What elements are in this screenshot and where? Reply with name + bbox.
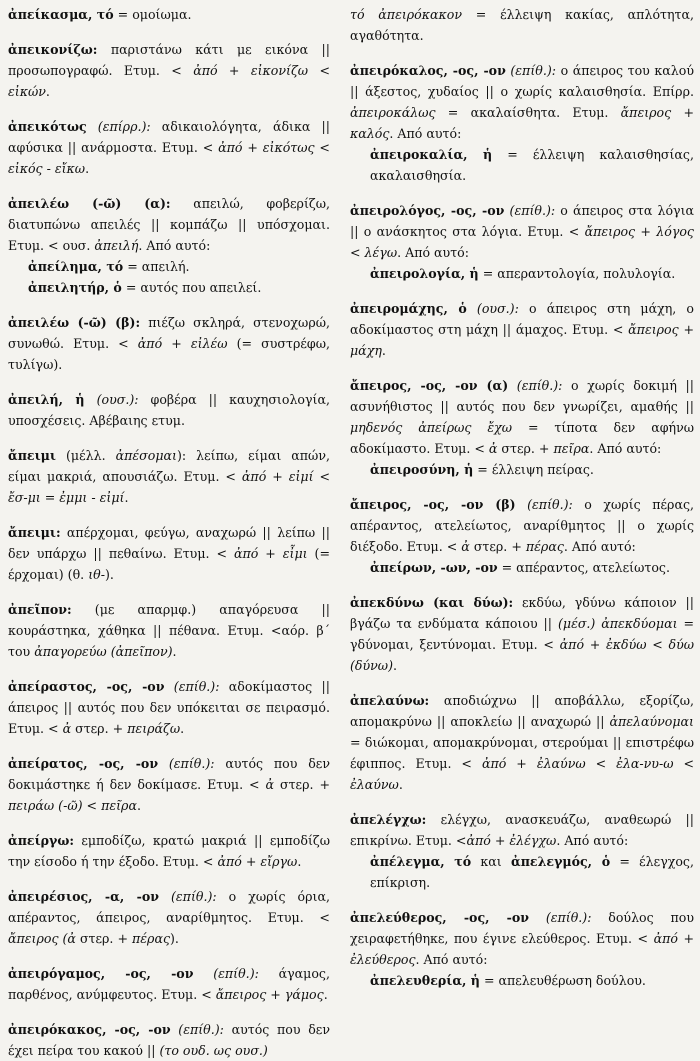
sub-headword: ἀπέλεγμα, τό — [370, 854, 472, 869]
part-of-speech: (επίθ.): — [158, 756, 215, 771]
dictionary-entry — [8, 522, 330, 585]
headword: ἀπελέγχω: — [350, 812, 427, 827]
sub-headword: ἀπελευθερία, ἡ — [370, 973, 480, 988]
definition-text: . — [172, 644, 177, 659]
definition-text: (με απαρμφ.) απαγόρευσα || κουράστηκα, χάθηκα || πέθανα. Ετυμ. <αόρ. β΄ του — [8, 602, 330, 659]
definition-text: . Από αυτό: — [138, 238, 211, 253]
entry-text — [350, 4, 694, 46]
etymology: ἀπό + ἐλαύνω < ἐλα-νυ-ω < ἐλαύνω — [350, 756, 694, 792]
dictionary-entry — [8, 39, 330, 102]
headword: ἀπεικονίζω: — [8, 42, 98, 57]
headword: ἀπείρατος, -ος, -ον — [8, 756, 159, 771]
definition-text: = διώκομαι, απομακρύνομαι, στερούμαι || επιστρέφω έφιππος. Ετυμ. < — [350, 735, 694, 771]
definition-text: ο άπειρος στα λόγια || ο ανάσκητος στα λόγια. Ετυμ. < — [350, 203, 695, 239]
etymology: ἄπειρος + καλός — [350, 105, 694, 141]
entry-text — [8, 116, 330, 179]
definition-text: απειλώ, φοβερίζω, διατυπώνω απειλές || κομπάζω || υπόσχομαι. Ετυμ. < ουσ. — [8, 196, 330, 253]
etymology: ιθ- — [88, 567, 105, 582]
etymology: ἀπέσομαι — [115, 448, 177, 463]
headword: ἀπείκασμα, τό — [8, 7, 114, 22]
etymology: ἀ — [461, 539, 470, 554]
entry-text — [350, 298, 694, 361]
etymology: (μέσ.) ἀπεκδύομαι — [557, 616, 678, 631]
definition-text: στερ. + — [497, 441, 554, 456]
definition-text: ο χωρίς πέρας, απέραντος, ατελείωτος, αναρίθμητος || ο χωρίς διέξοδο. Ετυμ. < — [350, 497, 695, 554]
definition-text: δούλος που χειραφετήθηκε, που έγινε ελεύθερος. Ετυμ. < — [350, 910, 694, 946]
dictionary-entry — [8, 886, 330, 949]
definition-text: . — [45, 84, 50, 99]
entry-text — [8, 963, 330, 1005]
sub-headword: ἀπείλημα, τό — [28, 259, 124, 274]
definition-text: . Από αυτό: — [589, 441, 662, 456]
etymology: πεῖρα — [553, 441, 590, 456]
etymology: ἀπό + εἰμί < ἔσ-μι = ἐμμι - εἰμί — [8, 469, 331, 505]
headword: ἀπεκδύνω (και δύω): — [350, 595, 514, 610]
etymology: ἄπειρος (ἀ — [8, 931, 76, 946]
sub-headword: ἀπείρων, -ων, -ον — [370, 560, 498, 575]
headword: ἄπειρος, -ος, -ον (β) — [350, 497, 516, 512]
headword: ἀπειρόκαλος, -ος, -ον — [350, 63, 506, 78]
etymology: ἀ — [62, 721, 72, 736]
sub-headword: ἀπειρολογία, ἡ — [370, 266, 479, 281]
etymology: ἀπό + ἐλέγχω — [466, 833, 557, 848]
entry-text — [350, 907, 694, 970]
definition-text: αυτός που δεν έχει πείρα του κακού || — [8, 1022, 330, 1058]
dictionary-entry — [8, 753, 330, 816]
etymology: πέρας — [525, 539, 564, 554]
etymology: ἀπό + εἰλέω — [137, 336, 228, 351]
headword: ἀπειρέσιος, -α, -ον — [8, 889, 159, 904]
definition-text: . — [124, 490, 129, 505]
definition-text: αδικαιολόγητα, άδικα || αφύσικα || ανάρμοστα. Ετυμ. < — [8, 119, 330, 155]
headword: ἀπειρόγαμος, -ος, -ον — [8, 966, 194, 981]
etymology: ἀ — [265, 777, 275, 792]
sub-definition: = απειλή. — [123, 259, 190, 274]
definition-text: εμποδίζω, κρατώ μακριά || εμποδίζω την είσοδο ή την έξοδο. Ετυμ. < — [8, 833, 330, 869]
sub-entry — [350, 557, 694, 578]
part-of-speech: (επίθ.): — [170, 1022, 224, 1037]
entry-text — [350, 690, 694, 795]
sub-headword: ἀπειροσύνη, ἡ — [370, 462, 474, 477]
sub-headword: ἀπελεγμός, ὁ — [511, 854, 611, 869]
definition-text: ελέγχω, ανασκευάζω, αναθεωρώ || επικρίνω. Ετυμ. < — [350, 812, 694, 848]
sub-entry — [350, 851, 694, 893]
etymology: ἀπαγορεύω (ἀπεῖπον) — [34, 644, 173, 659]
entry-text — [350, 60, 694, 144]
dictionary-entry — [8, 193, 330, 298]
definition-text: ο χωρίς δοκιμή || ασυνήθιστος || αυτός που δεν γνωρίζει, αμαθής || — [350, 378, 695, 414]
entry-text — [8, 1019, 330, 1061]
dictionary-entry — [8, 1019, 330, 1061]
definition-text: . Από αυτό: — [389, 126, 462, 141]
definition-text: αδοκίμαστος || άπειρος || αυτός που δεν υπόκειται σε πειρασμό. Ετυμ. < — [8, 679, 330, 736]
definition-text: (μέλλ. — [55, 448, 116, 463]
headword: ἀπεικότως — [8, 119, 87, 134]
dictionary-entry — [350, 298, 694, 361]
sub-headword: ἀπειλητήρ, ὁ — [28, 280, 122, 295]
entry-text — [8, 676, 330, 739]
definition-text: πιέζω σκληρά, στενοχωρώ, συνωθώ. Ετυμ. < — [8, 315, 330, 351]
definition-text: . — [85, 161, 90, 176]
dictionary-entry — [8, 445, 330, 508]
etymology: ἀ — [488, 441, 498, 456]
headword: ἀπελαύνω: — [350, 693, 430, 708]
definition-text: . Από αυτό: — [563, 539, 636, 554]
sub-definition: = αυτός που απειλεί. — [121, 280, 262, 295]
headword: ἄπειμι: — [8, 525, 61, 540]
entry-text — [8, 389, 330, 431]
left-column — [8, 4, 344, 1058]
part-of-speech: (επίθ.): — [505, 63, 557, 78]
sub-headword: ἀπειροκαλία, ἡ — [370, 147, 493, 162]
part-of-speech: (ουσ.): — [466, 301, 519, 316]
sub-definition: = έλλειψη πείρας. — [473, 462, 594, 477]
entry-text — [8, 830, 330, 872]
definition-text: . — [323, 987, 328, 1002]
definition-text: άγαμος, παρθένος, ανύμφευτος. Ετυμ. < — [8, 966, 330, 1002]
entry-text — [350, 375, 694, 459]
etymology: ἀπό + ἐλεύθερος — [350, 931, 694, 967]
definition-text: . — [393, 658, 398, 673]
part-of-speech: (επίθ.): — [508, 378, 563, 393]
headword: ἀπειρομάχης, ὁ — [350, 301, 467, 316]
etymology: ἀπελαύνομαι — [609, 714, 694, 729]
entry-text — [8, 522, 330, 585]
headword: ἀπειλέω (-ῶ) (α): — [8, 196, 171, 211]
sub-definition: = απελευθέρωση δούλου. — [479, 973, 646, 988]
definition-text: ο άπειρος στη μάχη, ο αδοκίμαστος στη μάχη || άμαχος. Ετυμ. < — [350, 301, 694, 337]
definition-text: (= συστρέφω, τυλίγω). — [8, 336, 330, 372]
dictionary-entry — [8, 963, 330, 1005]
etymology: ἀπό + εἰκότως < εἰκός - εἴκω — [8, 140, 330, 176]
entry-text — [350, 809, 694, 851]
headword: ἀπείραστος, -ος, -ον — [8, 679, 165, 694]
definition-text: . — [180, 721, 185, 736]
definition-text: = έλλειψη κακίας, απλότητα, αγαθότητα. — [350, 7, 695, 43]
sub-definition: και — [471, 854, 512, 869]
part-of-speech: (επίθ.): — [504, 203, 556, 218]
entry-text — [350, 494, 694, 557]
headword: ἀπειλέω (-ῶ) (β): — [8, 315, 141, 330]
entry-text — [8, 599, 330, 662]
sub-entry — [350, 970, 694, 991]
entry-text — [8, 753, 330, 816]
entry-text — [8, 4, 330, 25]
etymology: (το ουδ. ως ουσ.) — [159, 1043, 268, 1058]
definition-text: εκδύω, γδύνω κάποιον || βγάζω τα ενδύματα κάποιου || — [350, 595, 694, 631]
dictionary-entry — [350, 4, 694, 46]
definition-text: στερ. + — [274, 777, 330, 792]
definition-text: ): λείπω, είμαι απών, είμαι μακριά, απουσιάζω. Ετυμ. < — [8, 448, 330, 484]
etymology: ἀπό + εἶμι — [233, 546, 308, 561]
etymology: ἄπειρος + γάμος — [215, 987, 324, 1002]
etymology: ἄπειρος + λόγος < λέγω — [350, 224, 694, 260]
entry-text — [8, 193, 330, 256]
sub-entry — [350, 459, 694, 480]
headword: ἄπειμι — [8, 448, 56, 463]
headword: ἀπείργω: — [8, 833, 74, 848]
dictionary-entry — [350, 494, 694, 578]
definition-text: . — [398, 777, 403, 792]
definition-text: = τίποτα δεν αφήνω αδοκίμαστο. Ετυμ. < — [350, 420, 695, 456]
etymology: ἀπό + εἰκονίζω < εἰκών — [8, 63, 330, 99]
definition-text: . — [381, 343, 386, 358]
sub-entry — [350, 144, 694, 186]
definition-text: στερ. + — [75, 931, 132, 946]
definition-text: παριστάνω κάτι με εικόνα || προσωπογραφώ. Ετυμ. < — [8, 42, 330, 78]
headword: ἀπεῖπον: — [8, 602, 72, 617]
dictionary-entry — [8, 4, 330, 25]
etymology: πειράω (-ῶ) < πεῖρα — [8, 798, 137, 813]
dictionary-entry — [8, 389, 330, 431]
part-of-speech: (ουσ.): — [84, 392, 139, 407]
sub-entry — [8, 277, 330, 298]
right-column — [344, 4, 694, 1043]
dictionary-entry — [8, 676, 330, 739]
etymology: ἀπό + ἐκδύω < δύω (δύνω) — [350, 637, 695, 673]
dictionary-entry — [350, 592, 694, 676]
definition-text: ο άπειρος του καλού || άξεστος, χυδαίος || ο χωρίς καλαισθησία. Επίρρ. — [350, 63, 694, 99]
definition-text: = ακαλαίσθητα. Ετυμ. — [435, 105, 621, 120]
etymology: πέρας — [132, 931, 170, 946]
entry-text — [8, 886, 330, 949]
definition-text: . Από αυτό: — [415, 952, 488, 967]
etymology: ἄπειρος + μάχη — [350, 322, 694, 358]
headword: ἄπειρος, -ος, -ον (α) — [350, 378, 509, 393]
sub-entry — [350, 263, 694, 284]
dictionary-entry — [8, 599, 330, 662]
part-of-speech: (επίθ.): — [158, 889, 217, 904]
etymology: ἀπό + εἴργω — [217, 854, 298, 869]
definition-text: στερ. + — [469, 539, 526, 554]
definition-text: . Από αυτό: — [556, 833, 629, 848]
dictionary-entry — [350, 60, 694, 186]
headword: ἀπειλή, ἡ — [8, 392, 85, 407]
dictionary-entry — [350, 809, 694, 893]
definition-text: αυτός που δεν δοκιμάστηκε ή δεν δοκίμασε. Ετυμ. < — [8, 756, 330, 792]
definition-text: = ομοίωμα. — [113, 7, 192, 22]
part-of-speech: (επίθ.): — [515, 497, 573, 512]
part-of-speech: (επίθ.): — [529, 910, 592, 925]
entry-text — [8, 445, 330, 508]
definition-text: φοβέρα || καυχησιολογία, υποσχέσεις. Αβέβαιης ετυμ. — [8, 392, 330, 428]
dictionary-entry — [350, 375, 694, 480]
definition-text: αποδιώχνω || αποβάλλω, εξορίζω, απομακρύνω || αποκλείω || αναχωρώ || — [350, 693, 694, 729]
sub-definition: = απεραντολογία, πολυλογία. — [478, 266, 676, 281]
headword: ἀπελεύθερος, -ος, -ον — [350, 910, 530, 925]
dictionary-entry — [350, 690, 694, 795]
entry-text — [350, 592, 694, 676]
dictionary-entry — [350, 200, 694, 284]
etymology: ἀπειλή — [94, 238, 139, 253]
etymology: μηδενός ἀπείρως ἔχω — [350, 420, 513, 435]
definition-text: (= έρχομαι) (θ. — [8, 546, 331, 582]
part-of-speech: (επίθ.): — [193, 966, 259, 981]
definition-text: . Από αυτό: — [397, 245, 470, 260]
entry-lead: τό ἀπειρόκακον — [350, 7, 463, 22]
dictionary-entry — [8, 830, 330, 872]
entry-text — [350, 200, 694, 263]
headword: ἀπειρόκακος, -ος, -ον — [8, 1022, 171, 1037]
definition-text: ). — [104, 567, 114, 582]
definition-text: . — [136, 798, 141, 813]
definition-text: απέρχομαι, φεύγω, αναχωρώ || λείπω || δεν υπάρχω || πεθαίνω. Ετυμ. < — [8, 525, 330, 561]
sub-entry — [8, 256, 330, 277]
part-of-speech: (επίρρ.): — [86, 119, 151, 134]
definition-text: . — [297, 854, 302, 869]
etymology: ἀπειροκάλως — [350, 105, 436, 120]
definition-text: στερ. + — [71, 721, 128, 736]
entry-text — [8, 39, 330, 102]
part-of-speech: (επίθ.): — [164, 679, 220, 694]
dictionary-entry — [8, 116, 330, 179]
entry-text — [8, 312, 330, 375]
sub-definition: = έλλειψη καλαισθησίας, ακαλαισθησία. — [370, 147, 694, 183]
definition-text: ο χωρίς όρια, απέραντος, άπειρος, αναρίθμητος. Ετυμ. < — [8, 889, 330, 925]
dictionary-entry — [350, 907, 694, 991]
definition-text: = γδύνομαι, ξεντύνομαι. Ετυμ. < — [350, 616, 694, 652]
etymology: πειράζω — [127, 721, 181, 736]
sub-definition: = απέραντος, ατελείωτος. — [497, 560, 670, 575]
definition-text: ). — [170, 931, 179, 946]
headword: ἀπειρολόγος, -ος, -ον — [350, 203, 505, 218]
dictionary-entry — [8, 312, 330, 375]
sub-definition: = έλεγχος, επίκριση. — [370, 854, 694, 890]
